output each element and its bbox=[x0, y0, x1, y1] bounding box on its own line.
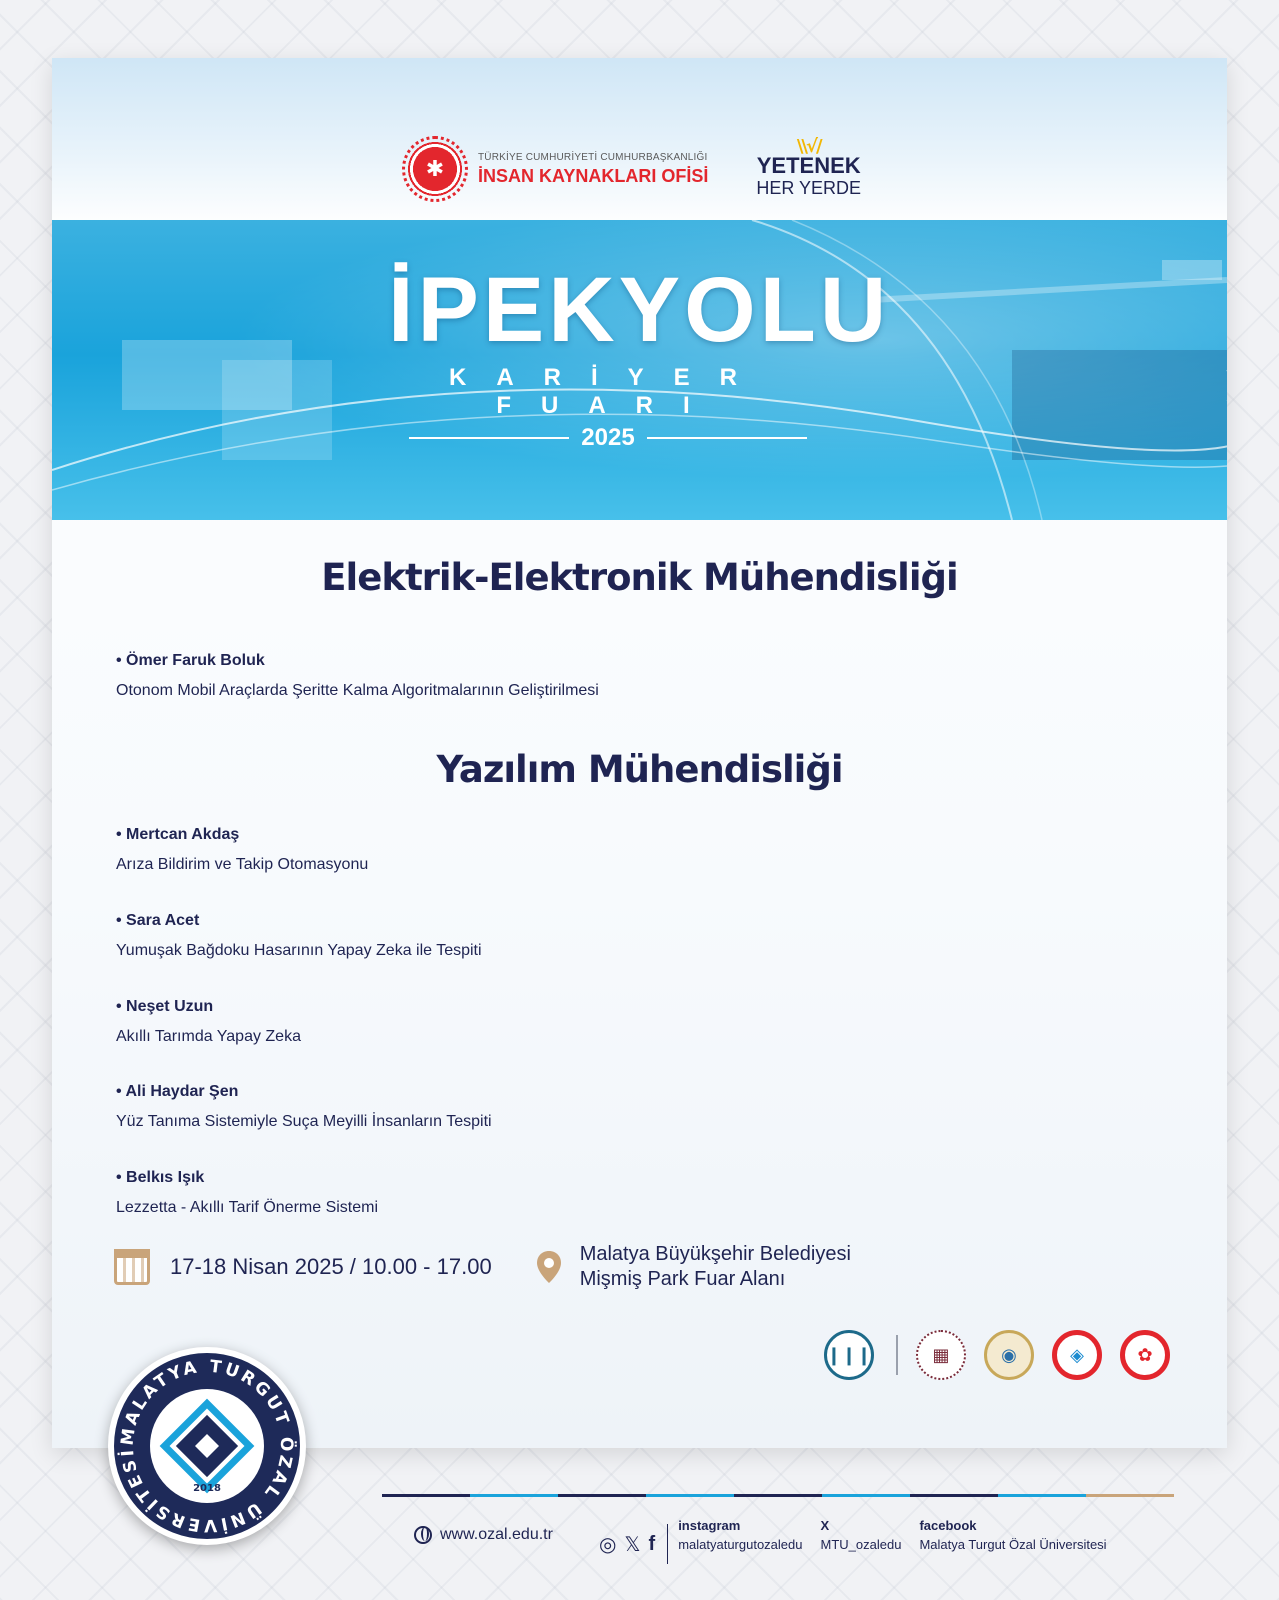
facebook-handle[interactable]: Malatya Turgut Özal Üniversitesi bbox=[919, 1537, 1107, 1552]
yetenek-mark-icon: \\√/ bbox=[796, 136, 821, 157]
year-divider-left bbox=[409, 437, 569, 439]
footer-color-bars bbox=[382, 1494, 1174, 1497]
project-title: Otonom Mobil Araçlarda Şeritte Kalma Algoritmalarının Geliştirilmesi bbox=[116, 682, 599, 699]
fair-year: 2025 bbox=[581, 424, 635, 451]
hero-banner bbox=[52, 220, 1227, 520]
fair-subtitle: KARİYER FUARI bbox=[448, 364, 767, 419]
project-title: Akıllı Tarımda Yapay Zeka bbox=[116, 1028, 301, 1045]
location-line1: Malatya Büyükşehir Belediyesi bbox=[579, 1243, 851, 1265]
student-name: • Ali Haydar Şen bbox=[116, 1083, 239, 1100]
list-item bbox=[116, 826, 368, 874]
yetenek-logo bbox=[756, 136, 862, 198]
year-divider-right bbox=[647, 437, 807, 439]
calendar-icon bbox=[114, 1249, 150, 1285]
partner-logo-1-icon: ❙❙❙ bbox=[824, 1330, 874, 1380]
footer bbox=[414, 1518, 1125, 1564]
student-name: • Ömer Faruk Boluk bbox=[116, 652, 265, 669]
project-title: Lezzetta - Akıllı Tarif Önerme Sistemi bbox=[116, 1199, 379, 1216]
event-date-time: 17-18 Nisan 2025 / 10.00 - 17.00 bbox=[170, 1254, 492, 1279]
student-name: • Mertcan Akdaş bbox=[116, 826, 240, 843]
office-line2: İNSAN KAYNAKLARI OFİSİ bbox=[478, 165, 709, 186]
x-handle[interactable]: MTU_ozaledu bbox=[820, 1537, 902, 1552]
project-title: Yumuşak Bağdoku Hasarının Yapay Zeka ile Tespiti bbox=[116, 942, 482, 959]
ik-emblem-icon: ✱ bbox=[402, 136, 468, 202]
yetenek-line1: YETENEK bbox=[756, 153, 861, 178]
seal-emblem bbox=[150, 1389, 264, 1503]
yetenek-line2: HER YERDE bbox=[756, 178, 862, 198]
globe-icon bbox=[414, 1526, 432, 1544]
facebook-label: facebook bbox=[919, 1518, 977, 1533]
logo-row bbox=[402, 136, 861, 202]
list-item bbox=[116, 1169, 378, 1217]
list-item bbox=[116, 998, 301, 1046]
section-title-eee: Elektrik-Elektronik Mühendisliği bbox=[321, 556, 958, 599]
student-name: • Belkıs Işık bbox=[116, 1169, 205, 1186]
project-title: Yüz Tanıma Sistemiyle Suça Meyilli İnsanların Tespiti bbox=[116, 1113, 492, 1130]
instagram-icon[interactable]: ◎ bbox=[598, 1533, 617, 1556]
student-name: • Neşet Uzun bbox=[116, 998, 214, 1015]
university-seal bbox=[108, 1347, 306, 1545]
fair-title: İPEKYOLU bbox=[388, 259, 891, 361]
event-info bbox=[114, 1242, 851, 1292]
instagram-label: instagram bbox=[678, 1518, 741, 1533]
seal-year: 2018 bbox=[193, 1483, 221, 1494]
social-icons bbox=[599, 1524, 678, 1564]
x-icon[interactable]: 𝕏 bbox=[624, 1533, 641, 1556]
partner-logo-4-icon: ◈ bbox=[1052, 1330, 1102, 1380]
list-item bbox=[116, 912, 482, 960]
inonu-university-logo-icon: ✿ bbox=[1120, 1330, 1170, 1380]
instagram-handle[interactable]: malatyaturgutozaledu bbox=[678, 1537, 803, 1552]
list-item bbox=[116, 1083, 492, 1131]
instagram-block[interactable] bbox=[678, 1518, 802, 1552]
location-line2: Mişmiş Park Fuar Alanı bbox=[579, 1268, 786, 1290]
section-title-software: Yazılım Mühendisliği bbox=[436, 748, 843, 791]
facebook-block[interactable] bbox=[919, 1518, 1106, 1552]
ik-ofisi-logo bbox=[402, 136, 708, 202]
facebook-icon[interactable]: f bbox=[648, 1532, 656, 1555]
office-line1: TÜRKİYE CUMHURİYETİ CUMHURBAŞKANLIĞI bbox=[478, 151, 708, 163]
x-label: X bbox=[820, 1518, 830, 1533]
student-name: • Sara Acet bbox=[116, 912, 200, 929]
firat-university-logo-icon: ▦ bbox=[916, 1330, 966, 1380]
munzur-university-logo-icon: ◉ bbox=[984, 1330, 1034, 1380]
svg-text:MALATYA TURGUT ÖZAL ÜNİVERSİTE: MALATYA TURGUT ÖZAL ÜNİVERSİTESİ bbox=[117, 1356, 297, 1536]
website-link[interactable] bbox=[414, 1526, 553, 1544]
logo-separator bbox=[896, 1335, 898, 1375]
poster-card bbox=[52, 58, 1227, 1448]
website-url[interactable]: www.ozal.edu.tr bbox=[440, 1526, 553, 1543]
x-block[interactable] bbox=[821, 1518, 902, 1552]
partner-logos bbox=[806, 1330, 1170, 1380]
project-title: Arıza Bildirim ve Takip Otomasyonu bbox=[116, 856, 369, 873]
social-divider bbox=[667, 1524, 668, 1564]
list-item bbox=[116, 652, 599, 700]
location-pin-icon bbox=[536, 1250, 562, 1284]
